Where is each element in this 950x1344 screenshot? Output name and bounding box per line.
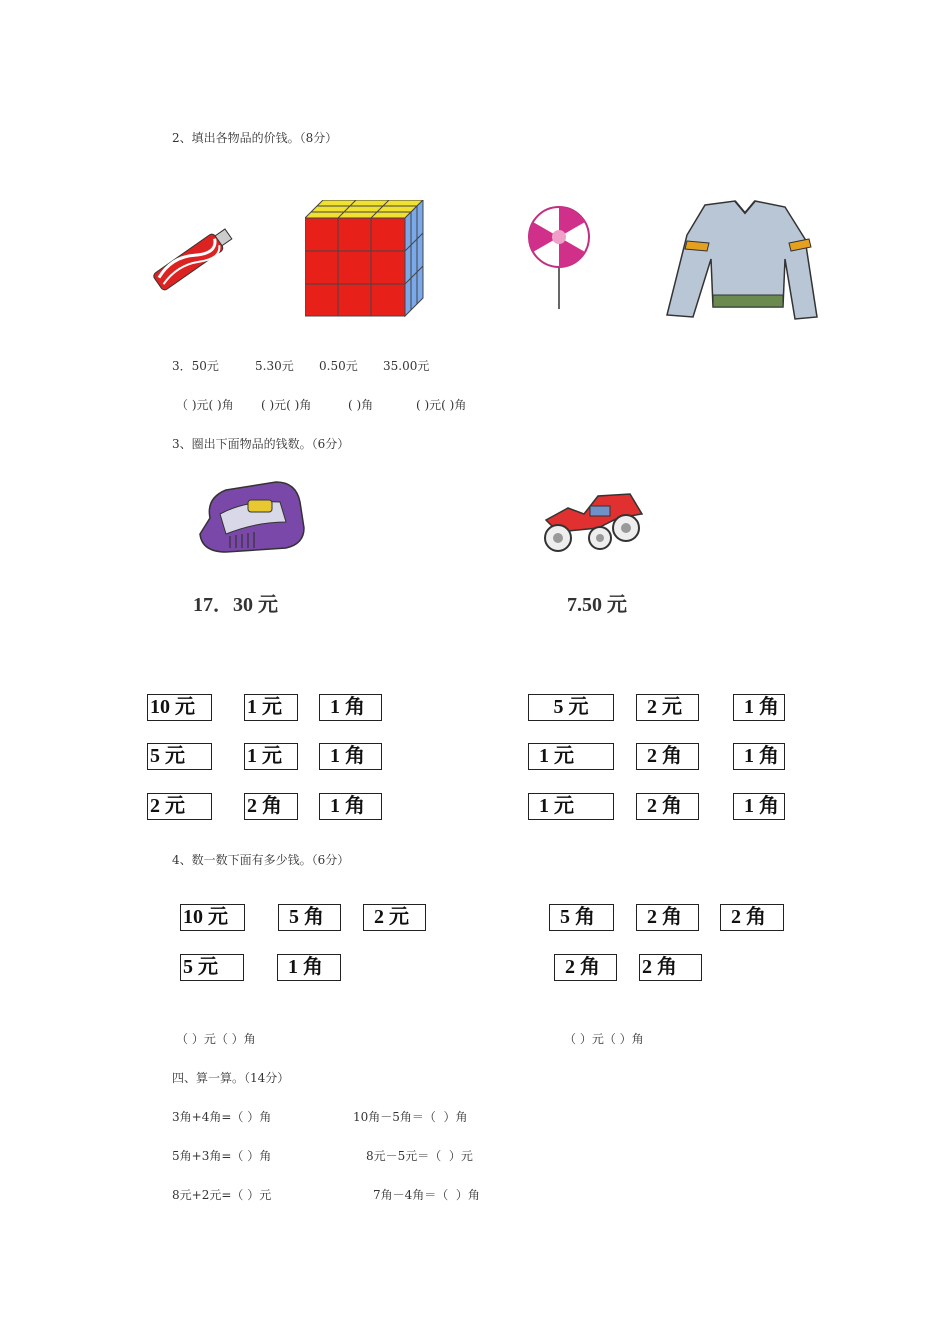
calc-item[interactable]: 10角－5角＝（ ）角 bbox=[353, 1110, 468, 1124]
coin-box: 10 元 bbox=[180, 904, 245, 931]
bag-price: 17．30 元 bbox=[193, 594, 278, 616]
coin-box: 5 角 bbox=[278, 904, 341, 931]
coin-box[interactable]: 2 角 bbox=[636, 793, 699, 820]
coin-box[interactable]: 2 角 bbox=[244, 793, 298, 820]
coin-box[interactable]: 10 元 bbox=[147, 694, 212, 721]
calc-item[interactable]: 5角+3角=（ ）角 bbox=[172, 1149, 272, 1163]
sweater-image bbox=[665, 199, 819, 322]
coin-box[interactable]: 1 角 bbox=[733, 694, 785, 721]
coin-box[interactable]: 1 角 bbox=[319, 743, 382, 770]
coin-box: 2 元 bbox=[363, 904, 426, 931]
price-label-1: 3．50元 bbox=[172, 359, 219, 373]
coin-box[interactable]: 5 元 bbox=[147, 743, 212, 770]
coin-box: 2 角 bbox=[720, 904, 784, 931]
coin-box[interactable]: 1 元 bbox=[528, 793, 614, 820]
answer-blank-2[interactable]: ( )元( )角 bbox=[261, 398, 312, 412]
coin-box[interactable]: 5 元 bbox=[528, 694, 614, 721]
coin-box[interactable]: 1 角 bbox=[319, 793, 382, 820]
coin-box: 5 元 bbox=[180, 954, 244, 981]
coin-box[interactable]: 1 角 bbox=[733, 743, 785, 770]
q4-title: 4、数一数下面有多少钱。（6分） bbox=[172, 853, 350, 867]
answer-blank-1[interactable]: （ )元( )角 bbox=[176, 398, 234, 412]
car-price: 7.50 元 bbox=[567, 594, 627, 616]
q4-left-answer[interactable]: （ ）元（ ）角 bbox=[176, 1032, 256, 1046]
rubiks-cube-image bbox=[305, 200, 427, 318]
coin-box[interactable]: 2 角 bbox=[636, 743, 699, 770]
q3-title: 3、圈出下面物品的钱数。（6分） bbox=[172, 437, 350, 451]
coin-box[interactable]: 1 元 bbox=[528, 743, 614, 770]
coin-box[interactable]: 1 元 bbox=[244, 694, 298, 721]
toothpaste-image bbox=[146, 214, 242, 302]
s4-title: 四、算一算。（14分） bbox=[172, 1071, 290, 1085]
q4-right-answer[interactable]: （ ）元（ ）角 bbox=[564, 1032, 644, 1046]
q2-title: 2、填出各物品的价钱。（8分） bbox=[172, 131, 338, 145]
coin-box[interactable]: 1 角 bbox=[319, 694, 382, 721]
answer-blank-4[interactable]: ( )元( )角 bbox=[416, 398, 467, 412]
coin-box[interactable]: 2 元 bbox=[147, 793, 212, 820]
price-label-3: 0.50元 bbox=[319, 359, 358, 373]
lollipop-image bbox=[526, 205, 596, 311]
coin-box: 2 角 bbox=[639, 954, 702, 981]
coin-box[interactable]: 2 元 bbox=[636, 694, 699, 721]
coin-box: 1 角 bbox=[277, 954, 341, 981]
coin-box: 2 角 bbox=[636, 904, 699, 931]
calc-item[interactable]: 8元+2元=（ ）元 bbox=[172, 1188, 272, 1202]
calc-item[interactable]: 3角+4角=（ ）角 bbox=[172, 1110, 272, 1124]
price-label-2: 5.30元 bbox=[255, 359, 294, 373]
calc-item[interactable]: 7角－4角＝（ ）角 bbox=[373, 1188, 480, 1202]
coin-box: 5 角 bbox=[549, 904, 614, 931]
toy-car-image bbox=[538, 488, 646, 558]
answer-blank-3[interactable]: ( )角 bbox=[348, 398, 374, 412]
coin-box[interactable]: 1 元 bbox=[244, 743, 298, 770]
calc-item[interactable]: 8元－5元＝（ ）元 bbox=[366, 1149, 473, 1163]
coin-box[interactable]: 1 角 bbox=[733, 793, 785, 820]
price-label-4: 35.00元 bbox=[383, 359, 430, 373]
bag-image bbox=[196, 478, 306, 554]
coin-box: 2 角 bbox=[554, 954, 617, 981]
